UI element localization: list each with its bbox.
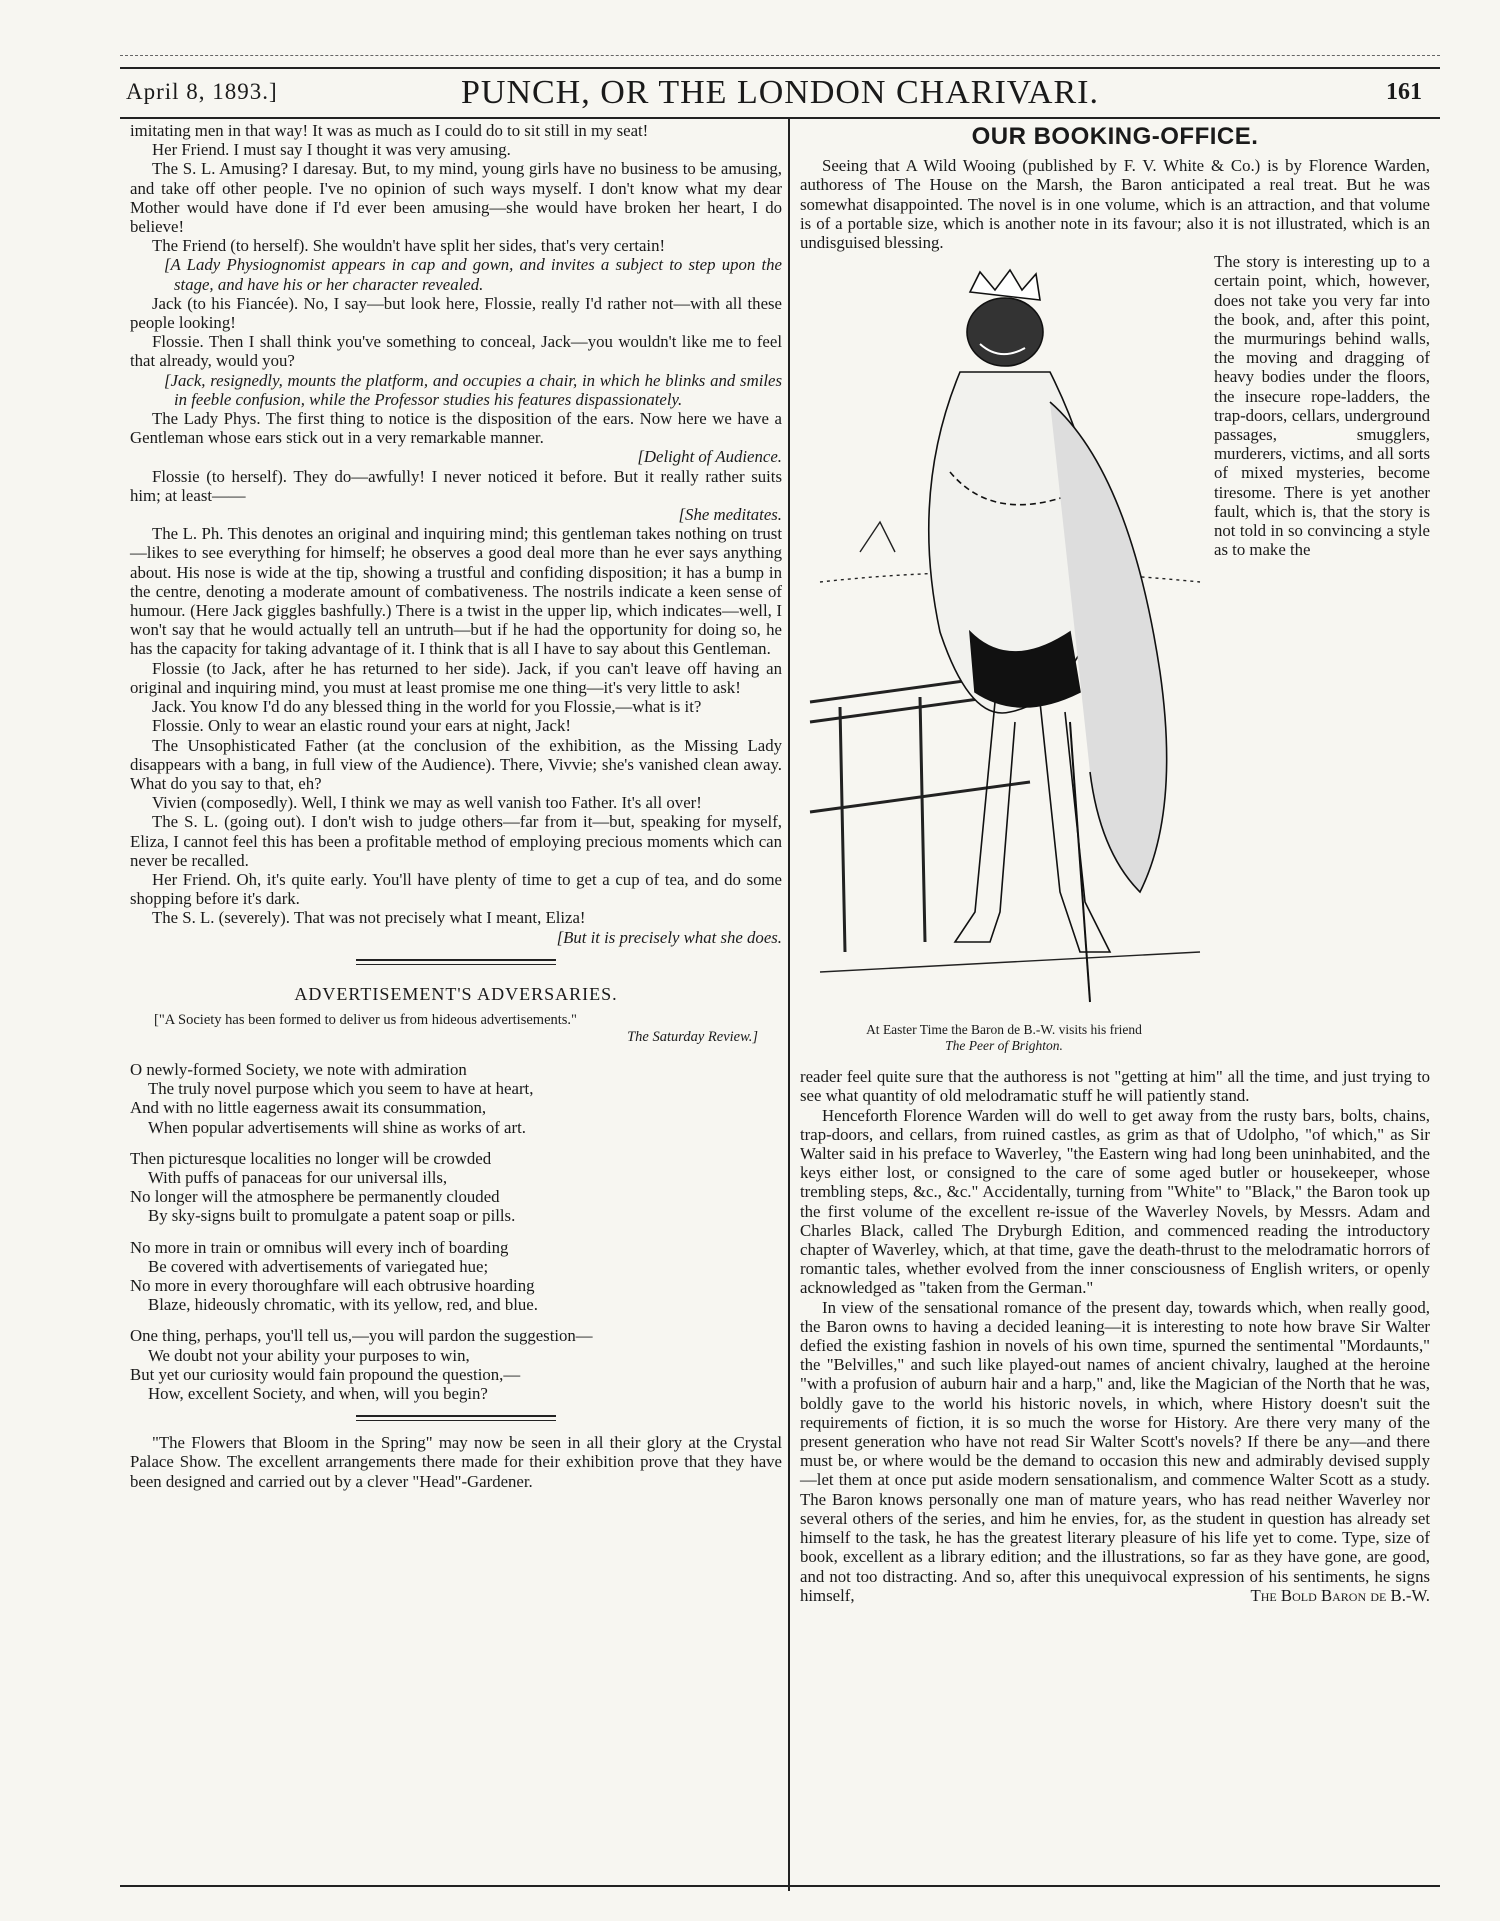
stage-direction: [She meditates. (678, 505, 782, 525)
cartoon-illustration (800, 252, 1208, 1067)
dialogue-line: Jack (to his Fiancée). No, I say—but look here, Flossie, really I'd rather not—with all these people looking! (130, 293, 782, 333)
dialogue-line: Vivien (composedly). Well, I think we may as well vanish too Father. It's all over! (152, 793, 702, 813)
page-number: 161 (1386, 79, 1422, 105)
figure (929, 270, 1167, 1002)
illustrated-section (800, 252, 1430, 1067)
poem-line: No more in train or omnibus will every inch of boarding (130, 1237, 509, 1257)
poem-stanza (130, 1326, 782, 1403)
dialogue-line: imitating men in that way! It was as much as I could do to sit still in my seat! (130, 121, 649, 140)
dialogue-line: The S. L. (severely). That was not precisely what I meant, Eliza! (152, 908, 586, 928)
column-divider (788, 119, 790, 1891)
closing-paragraph-text: In view of the sensational romance of the present day, towards which, when really good, the Baron owns to having a decided leaning—it is interesting to note how brave Sir Walter defied the existing fashion in novels of his own time, spurned the sentimental "Mordaunts," the "Belvilles," and such like played-out names of ancient chivalry, laughed at the heroine "with a profusion of auburn hair and a harp," and, like the Magician of the North that he was, boldly gave to the world his historic novels, in which, where History doesn't suit the requirements of fiction, it is so much the worse for History. Are there very many of the present generation who have not read Sir Walter Scott's novels? If there be any—and there must be, or where would be the demand to occasion this new and admirably devised supply—let them at once put aside modern sensationalism, and commence Walter Scott as a study. The Baron knows personally one man of mature years, who has read neither Waverley nor several others of the series, and him he envies, for, as the student in question has already set himself to the task, he has the greatest literary pleasure of his life yet to come. Type, size of book, excellent as a library edition; and the illustrations, so far as they have gone, are good, and not too distracting. And so, after this unequivocal expression of his sentiments, he signs himself, (800, 1297, 1430, 1605)
left-column (130, 121, 782, 1491)
dialogue-line: The Lady Phys. The first thing to notice is the disposition of the ears. Now here we have a Gentleman whose ears stick out in a very remarkable manner. (130, 409, 782, 448)
publication-title: PUNCH, OR THE LONDON CHARIVARI. (460, 74, 1099, 111)
booking-office-heading: OUR BOOKING-OFFICE. (971, 123, 1259, 150)
dialogue-line: Her Friend. Oh, it's quite early. You'll have plenty of time to get a cup of tea, and do some shopping before it's dark. (130, 869, 782, 909)
top-rule (120, 55, 1440, 56)
body-paragraph: Henceforth Florence Warden will do well to get away from the rusty bars, bolts, chains, trap-doors, and cellars, from ruined castles, as grim as that of Udolpho, "of which," as Sir Walter said in his preface to Waverley, "the Eastern wing had long been uninhabited, and the keys either lost, or consigned to the care of some aged butler or housekeeper, whose trembling steps, &c., &c." Accidentally, turning from "White" to "Black," the Baron took up the first volume of the excellent re-issue of the Waverley Novels, by Messrs. Adam and Charles Black, called The Dryburgh Edition, and commenced reading the introductory chapter of Waverley, which, at that time, gave the death-thrust to the melodramatic horrors of romantic tales, whether evolved from the inner consciousness of English writers, or openly acknowledged as "taken from the German." (800, 1105, 1430, 1298)
poem-line: We doubt not your ability your purposes to win, (148, 1345, 470, 1365)
poem-line: Then picturesque localities no longer will be crowded (130, 1148, 492, 1168)
flowers-paragraph: "The Flowers that Bloom in the Spring" may now be seen in all their glory at the Crystal Palace Show. The excellent arrangements there made for their exhibition prove that they have been designed and carried out by a clever "Head"-Gardener. (130, 1433, 782, 1491)
poem-line: But yet our curiosity would fain propound the question,— (130, 1364, 521, 1384)
stage-direction: [Delight of Audience. (637, 447, 782, 467)
dialogue-line: Flossie. Only to wear an elastic round your ears at night, Jack! (152, 716, 571, 736)
poem-stanza (130, 1060, 782, 1137)
dialogue-line: Flossie. Then I shall think you've something to conceal, Jack—you wouldn't like me to feel that already, would you? (130, 332, 782, 371)
caption-line: The Peer of Brighton. (945, 1038, 1063, 1054)
poem-epigraph (154, 1012, 758, 1046)
poem-line: O newly-formed Society, we note with admiration (130, 1059, 467, 1079)
dialogue-line: The S. L. (going out). I don't wish to judge others—far from it—but, speaking for myself, Eliza, I cannot feel this has been a profitable method of employing precious moments which can never be recalled. (130, 812, 782, 870)
dialogue-line: Flossie (to herself). They do—awfully! I never noticed it before. But it really rather suits him; at least—— (130, 466, 782, 505)
newspaper-page (120, 55, 1440, 1895)
poem-stanza (130, 1238, 782, 1315)
dialogue-line: The S. L. Amusing? I daresay. But, to my mind, young girls have no business to be amusing, and take off other people. I've no opinion of such ways myself. I don't know what my dear Mother would have done if I'd ever been amusing—she would have broken her heart, I do believe! (130, 159, 782, 237)
poem-stanza (130, 1149, 782, 1226)
poem-line: No more in every thoroughfare will each obtrusive hoarding (130, 1275, 535, 1295)
stage-direction: [But it is precisely what she does. (556, 927, 782, 947)
intro-paragraph: Seeing that A Wild Wooing (published by F. V. White & Co.) is by Florence Warden, authoress of The House on the Marsh, the Baron anticipated a real treat. But he was somewhat disappointed. The novel is in one volume, which is an attraction, and that volume is of a portable size, which is another note in its favour; also it is not illustrated, which is an undisguised blessing. (800, 156, 1430, 253)
dialogue-line: The Friend (to herself). She wouldn't have split her sides, that's very certain! (152, 236, 666, 256)
dialogue-line: Flossie (to Jack, after he has returned to her side). Jack, if you can't leave off having an original and inquiring mind, you must at least promise me one thing—it's very little to ask! (130, 658, 782, 697)
stage-direction: [Jack, resignedly, mounts the platform, and occupies a chair, in which he blinks and smiles in feeble confusion, while the Professor studies his features dispassionately. (164, 370, 782, 409)
poem-line: Be covered with advertisements of variegated hue; (148, 1256, 489, 1276)
dialogue-line: Jack. You know I'd do any blessed thing in the world for you Flossie,—what is it? (152, 697, 702, 717)
signature: The Bold Baron de B.-W. (1250, 1585, 1430, 1605)
poem-line: Blaze, hideously chromatic, with its yellow, red, and blue. (148, 1295, 538, 1315)
issue-date: April 8, 1893.] (126, 79, 278, 104)
poem-line: With puffs of panaceas for our universal ills, (148, 1167, 448, 1187)
masthead (120, 67, 1440, 119)
poem-line: By sky-signs built to promulgate a patent soap or pills. (148, 1206, 516, 1226)
poem-line: And with no little eagerness await its consummation, (130, 1098, 487, 1118)
poem-line: One thing, perhaps, you'll tell us,—you will pardon the suggestion— (130, 1326, 593, 1346)
poem-line: No longer will the atmosphere be permanently clouded (130, 1187, 500, 1207)
wrapped-text (1214, 252, 1430, 559)
baron-peer-illustration (800, 252, 1208, 1022)
body-paragraph: reader feel quite sure that the authoress is not "getting at him" all the time, and just trying to see what quantity of old melodramatic stuff he will patiently stand. (800, 1067, 1430, 1106)
section-rule (356, 959, 556, 965)
poem-line: How, excellent Society, and when, will you begin? (148, 1383, 488, 1403)
caption-line: At Easter Time the Baron de B.-W. visits his friend (866, 1022, 1142, 1038)
dialogue-line: The Unsophisticated Father (at the conclusion of the exhibition, as the Missing Lady disappears with a bang, in full view of the Audience). There, Vivvie; she's vanished clean away. What do you say to that, eh? (130, 735, 782, 793)
bottom-rule (120, 1885, 1440, 1887)
epigraph-text: ["A Society has been formed to deliver us from hideous advertisements." (154, 1011, 577, 1028)
poem-title: ADVERTISEMENT'S ADVERSARIES. (294, 983, 618, 1004)
poem-line: When popular advertisements will shine as works of art. (148, 1117, 526, 1137)
epigraph-source: The Saturday Review.] (627, 1028, 758, 1045)
body-paragraph (800, 1298, 1430, 1605)
poem-line: The truly novel purpose which you seem to have at heart, (148, 1079, 534, 1099)
stage-direction: [A Lady Physiognomist appears in cap and gown, and invites a subject to step upon the stage, and have his or her character revealed. (164, 255, 782, 294)
dialogue-line: Her Friend. I must say I thought it was very amusing. (152, 140, 511, 160)
narrow-paragraph: The story is interesting up to a certain point, which, however, does not take you very far into the book, and, after this point, the murmurings behind walls, the moving and dragging of heavy bodies under the floors, the insecure rope-ladders, the trap-doors, cellars, underground passages, smugglers, murderers, victims, and all sorts of mixed mysteries, become tiresome. There is yet another fault, which is, that the story is not told in so convincing a style as to make the (1214, 252, 1430, 560)
right-column (800, 121, 1430, 1605)
dialogue-line: The L. Ph. This denotes an original and inquiring mind; this gentleman takes nothing on trust—likes to see everything for himself; he observes a good deal more than he ever says anything about. His nose is wide at the tip, showing a trustful and confiding disposition; it has a bump in the centre, denoting a moderate amount of combativeness. The nostrils indicate a keen sense of humour. (Here Jack giggles bashfully.) There is a twist in the upper lip, which indicates—well, I won't say that he would actually tell an untruth—but if he had the opportunity for doing so, he has the capacity for taking advantage of it. I think that is all I have to say about this Gentleman. (130, 524, 782, 659)
section-rule (356, 1415, 556, 1421)
cartoon-caption (800, 1022, 1208, 1054)
